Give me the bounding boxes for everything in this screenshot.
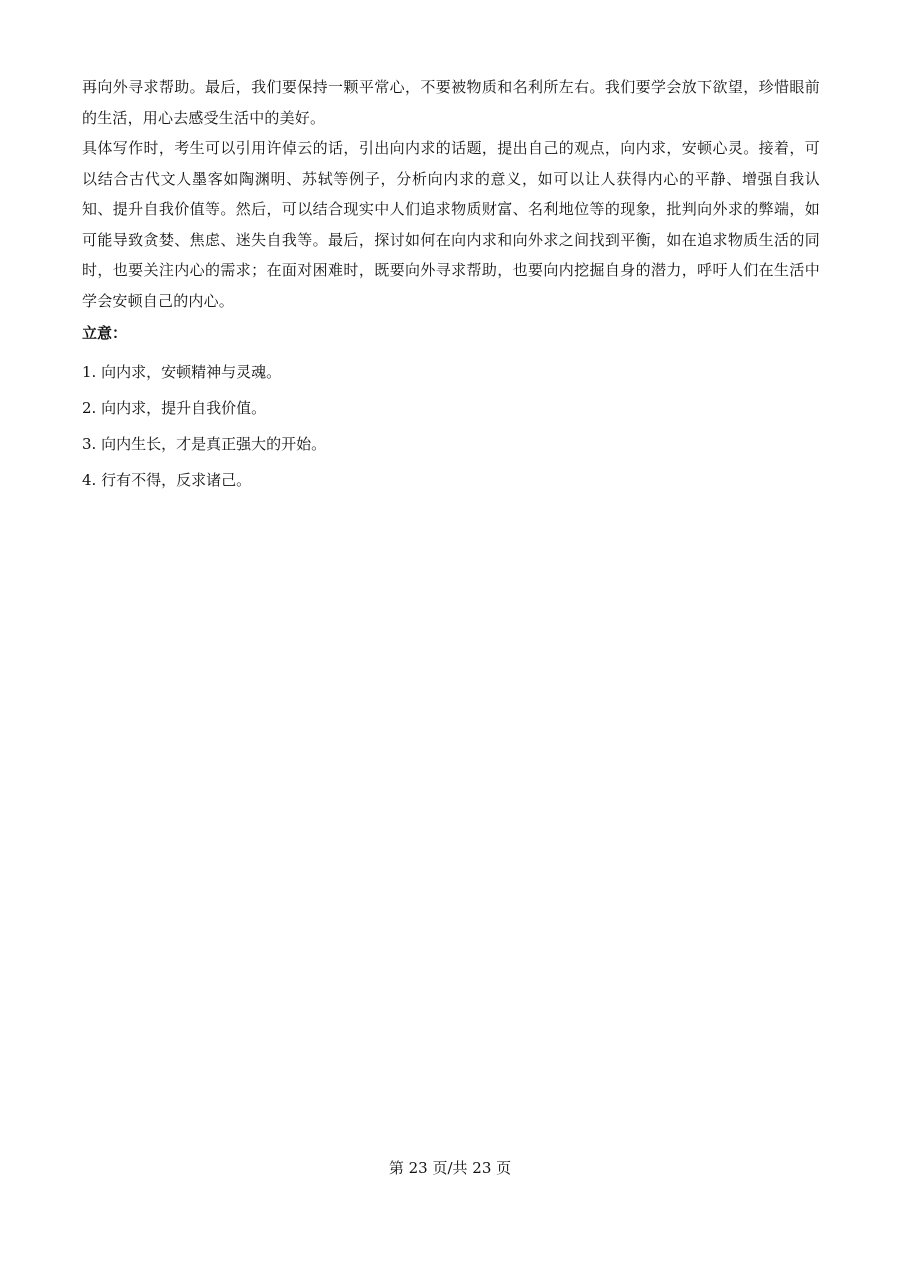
theme-list — [82, 354, 820, 498]
list-item: 3. 向内生长，才是真正强大的开始。 — [82, 435, 327, 453]
paragraph-conclusion: 再向外寻求帮助。最后，我们要保持一颗平常心，不要被物质和名利所左右。我们要学会放下欲望，珍惜眼前的生活，用心去感受生活中的美好。 — [82, 78, 820, 127]
document-body — [82, 72, 820, 498]
list-item: 2. 向内求，提升自我价值。 — [82, 399, 267, 417]
page-number-footer: 第 23 页/共 23 页 — [388, 1159, 512, 1177]
list-item: 4. 行有不得，反求诸己。 — [82, 471, 252, 489]
paragraph-writing-guidance: 具体写作时，考生可以引用许倬云的话，引出向内求的话题，提出自己的观点，向内求，安顿心灵。接着，可以结合古代文人墨客如陶渊明、苏轼等例子，分析向内求的意义，如可以让人获得内心的平静、增强自我认知、提升自我价值等。然后，可以结合现实中人们追求物质财富、名利地位等的现象，批判向外求的弊端，如可能导致贪婪、焦虑、迷失自我等。最后，探讨如何在向内求和向外求之间找到平衡，如在追求物质生活的同时，也要关注内心的需求；在面对困难时，既要向外寻求帮助，也要向内挖掘自身的潜力，呼吁人们在生活中学会安顿自己的内心。 — [82, 139, 820, 310]
list-item: 1. 向内求，安顿精神与灵魂。 — [82, 363, 282, 381]
section-heading-liyi: 立意： — [82, 324, 128, 342]
